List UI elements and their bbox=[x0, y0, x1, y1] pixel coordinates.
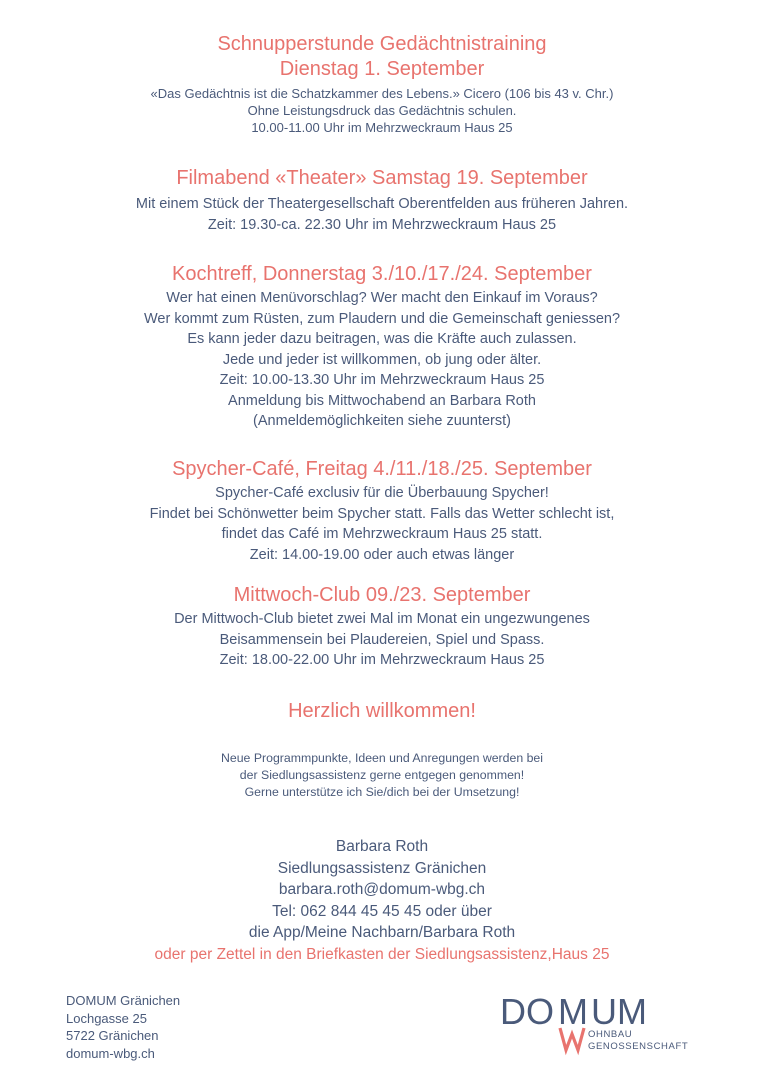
section-title: Spycher-Café, Freitag 4./11./18./25. September bbox=[172, 458, 592, 480]
logo-word-um: UM bbox=[591, 991, 647, 1032]
note-line: der Siedlungsassistenz gerne entgegen genommen! bbox=[239, 768, 525, 782]
section-title: Kochtreff, Donnerstag 3./10./17./24. September bbox=[172, 263, 592, 285]
footer-address bbox=[66, 992, 180, 1062]
footer-website[interactable]: domum-wbg.ch bbox=[66, 1045, 155, 1061]
section-filmabend bbox=[0, 166, 764, 235]
section-line: Wer kommt zum Rüsten, zum Plaudern und die Gemeinschaft geniessen? bbox=[143, 310, 621, 327]
contact-email[interactable]: barbara.roth@domum-wbg.ch bbox=[278, 881, 486, 898]
section-line: Spycher-Café exclusiv für die Überbauung Spycher! bbox=[215, 485, 549, 501]
note-line: Gerne unterstütze ich Sie/dich bei der Umsetzung! bbox=[244, 785, 520, 799]
section-kochtreff bbox=[0, 262, 764, 432]
logo-word-m: M bbox=[558, 991, 588, 1032]
section-line: Ohne Leistungsdruck das Gedächtnis schulen. bbox=[247, 103, 517, 118]
contact-app: die App/Meine Nachbarn/Barbara Roth bbox=[248, 924, 516, 941]
logo-sub-wohnbau: OHNBAU bbox=[588, 1029, 633, 1040]
contact-highlight: oder per Zettel in den Briefkasten der Siedlungsassistenz,Haus 25 bbox=[154, 945, 610, 963]
contact-phone: Tel: 062 844 45 45 45 oder über bbox=[272, 902, 492, 920]
footer-line: 5722 Gränichen bbox=[66, 1028, 159, 1043]
footer-line: Lochgasse 25 bbox=[66, 1010, 147, 1026]
section-line: Wer hat einen Menüvorschlag? Wer macht den Einkauf im Voraus? bbox=[166, 290, 598, 306]
footer-line: DOMUM Gränichen bbox=[66, 993, 181, 1008]
section-line: Es kann jeder dazu beitragen, was die Kräfte auch zulassen. bbox=[187, 331, 577, 347]
section-line: Der Mittwoch-Club bietet zwei Mal im Monat ein ungezwungenes bbox=[174, 611, 590, 627]
welcome-section bbox=[0, 699, 764, 724]
section-mittwoch-club bbox=[0, 583, 764, 671]
section-line: Zeit: 19.30-ca. 22.30 Uhr im Mehrzweckraum Haus 25 bbox=[207, 216, 557, 233]
section-line: Anmeldung bis Mittwochabend an Barbara Roth bbox=[228, 392, 536, 409]
section-line: 10.00-11.00 Uhr im Mehrzweckraum Haus 25 bbox=[251, 120, 513, 135]
section-title: Mittwoch-Club 09./23. September bbox=[233, 584, 531, 606]
welcome-heading: Herzlich willkommen! bbox=[288, 700, 476, 722]
section-title: Filmabend «Theater» Samstag 19. September bbox=[176, 167, 588, 189]
section-gedaechtnistraining bbox=[0, 32, 764, 136]
logo-word-do: DO bbox=[500, 991, 554, 1032]
note-section bbox=[0, 750, 764, 801]
domum-logo bbox=[498, 990, 708, 1060]
logo-sub-genossenschaft: GENOSSENSCHAFT bbox=[588, 1041, 689, 1052]
section-spycher-cafe bbox=[0, 457, 764, 565]
section-line: Mit einem Stück der Theatergesellschaft Oberentfelden aus früheren Jahren. bbox=[135, 196, 629, 212]
note-line: Neue Programmpunkte, Ideen und Anregungen werden bei bbox=[221, 751, 543, 765]
section-line: (Anmeldemöglichkeiten siehe zuunterst) bbox=[253, 413, 511, 429]
contact-section bbox=[0, 836, 764, 965]
section-line: Zeit: 10.00-13.30 Uhr im Mehrzweckraum Haus 25 bbox=[219, 372, 545, 388]
section-line: Zeit: 14.00-19.00 oder auch etwas länger bbox=[249, 546, 515, 563]
section-title: Schnupperstunde Gedächtnistraining bbox=[217, 33, 547, 55]
section-line: findet das Café im Mehrzweckraum Haus 25 statt. bbox=[221, 526, 543, 542]
section-date: Dienstag 1. September bbox=[279, 58, 485, 80]
section-line: Zeit: 18.00-22.00 Uhr im Mehrzweckraum Haus 25 bbox=[219, 652, 545, 668]
section-line: «Das Gedächtnis ist die Schatzkammer des Lebens.» Cicero (106 bis 43 v. Chr.) bbox=[150, 86, 614, 101]
section-line: Beisammensein bei Plaudereien, Spiel und Spass. bbox=[219, 631, 545, 648]
section-line: Findet bei Schönwetter beim Spycher statt. Falls das Wetter schlecht ist, bbox=[149, 505, 615, 522]
section-line: Jede und jeder ist willkommen, ob jung oder älter. bbox=[222, 351, 542, 368]
contact-role: Siedlungsassistenz Gränichen bbox=[277, 859, 487, 877]
contact-name: Barbara Roth bbox=[335, 838, 429, 855]
